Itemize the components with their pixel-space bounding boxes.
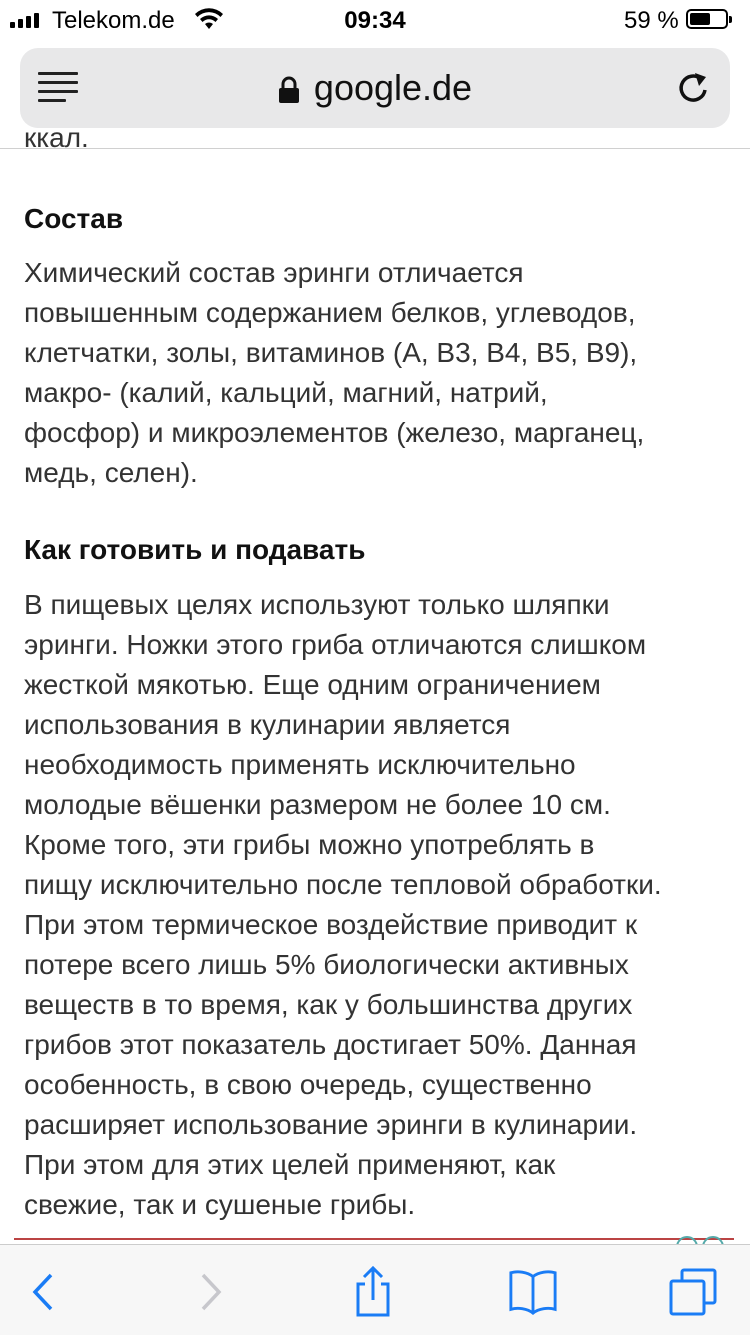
paragraph-line: повышенным содержанием белков, углеводов, [24, 297, 636, 328]
lock-icon [278, 76, 300, 104]
section-heading-cooking: Как готовить и подавать [24, 534, 366, 565]
paragraph-line: свежие, так и сушеные грибы. [24, 1189, 416, 1220]
bookmarks-icon [508, 1268, 558, 1316]
paragraph-line: веществ в то время, как у большинства других [24, 989, 633, 1020]
url-display[interactable] [20, 48, 730, 128]
carrier-name: Telekom.de [52, 7, 175, 34]
paragraph-line: молодые вёшенки размером не более 10 см. [24, 789, 611, 820]
toolbar-divider [0, 148, 750, 149]
paragraph-line: Кроме того, эти грибы можно употреблять в [24, 829, 595, 860]
paragraph-line: расширяет использование эринги в кулинарии. [24, 1109, 638, 1140]
paragraph-line: При этом для этих целей применяют, как [24, 1149, 556, 1180]
back-icon [31, 1272, 55, 1312]
paragraph-line: Химический состав эринги отличается [24, 257, 524, 288]
paragraph-line: эринги. Ножки этого гриба отличаются слишком [24, 629, 647, 660]
paragraph-line: грибов этот показатель достигает 50%. Данная [24, 1029, 637, 1060]
paragraph-line: жесткой мякотью. Еще одним ограничением [24, 669, 601, 700]
battery-percent: 59 % [624, 7, 679, 34]
section-heading-composition: Состав [24, 203, 124, 234]
status-bar [0, 0, 750, 40]
paragraph-line: медь, селен). [24, 457, 198, 488]
battery-icon [686, 9, 728, 29]
paragraph-line: потере всего лишь 5% биологически активных [24, 949, 629, 980]
paragraph-line: клетчатки, золы, витаминов (А, В3, В4, В5, В9), [24, 337, 638, 368]
url-domain: google.de [313, 67, 473, 108]
paragraph-line: необходимость применять исключительно [24, 749, 576, 780]
back-button[interactable] [18, 1267, 68, 1317]
paragraph-line: В пищевых целях используют только шляпки [24, 589, 610, 620]
section-paragraph-composition [24, 253, 730, 493]
paragraph-line: использования в кулинарии является [24, 709, 511, 740]
section-paragraph-cooking [24, 585, 730, 1225]
paragraph-line: особенность, в свою очередь, существенно [24, 1069, 592, 1100]
share-icon [353, 1266, 393, 1318]
tabs-button[interactable] [668, 1267, 718, 1317]
share-button[interactable] [348, 1267, 398, 1317]
status-time: 09:34 [344, 7, 406, 34]
forward-icon [199, 1272, 223, 1312]
bookmarks-button[interactable] [508, 1267, 558, 1317]
paragraph-line: При этом термическое воздействие приводит к [24, 909, 638, 940]
forward-button[interactable] [186, 1267, 236, 1317]
paragraph-line: макро- (калий, кальций, магний, натрий, [24, 377, 548, 408]
tabs-icon [668, 1267, 718, 1317]
bottom-toolbar [0, 1244, 750, 1335]
paragraph-line: фосфор) и микроэлементов (железо, марганец, [24, 417, 645, 448]
previous-text-tail: ккал. [24, 122, 89, 148]
address-bar[interactable] [20, 48, 730, 128]
paragraph-line: пищу исключительно после тепловой обработки. [24, 869, 662, 900]
reload-icon[interactable] [674, 68, 714, 108]
